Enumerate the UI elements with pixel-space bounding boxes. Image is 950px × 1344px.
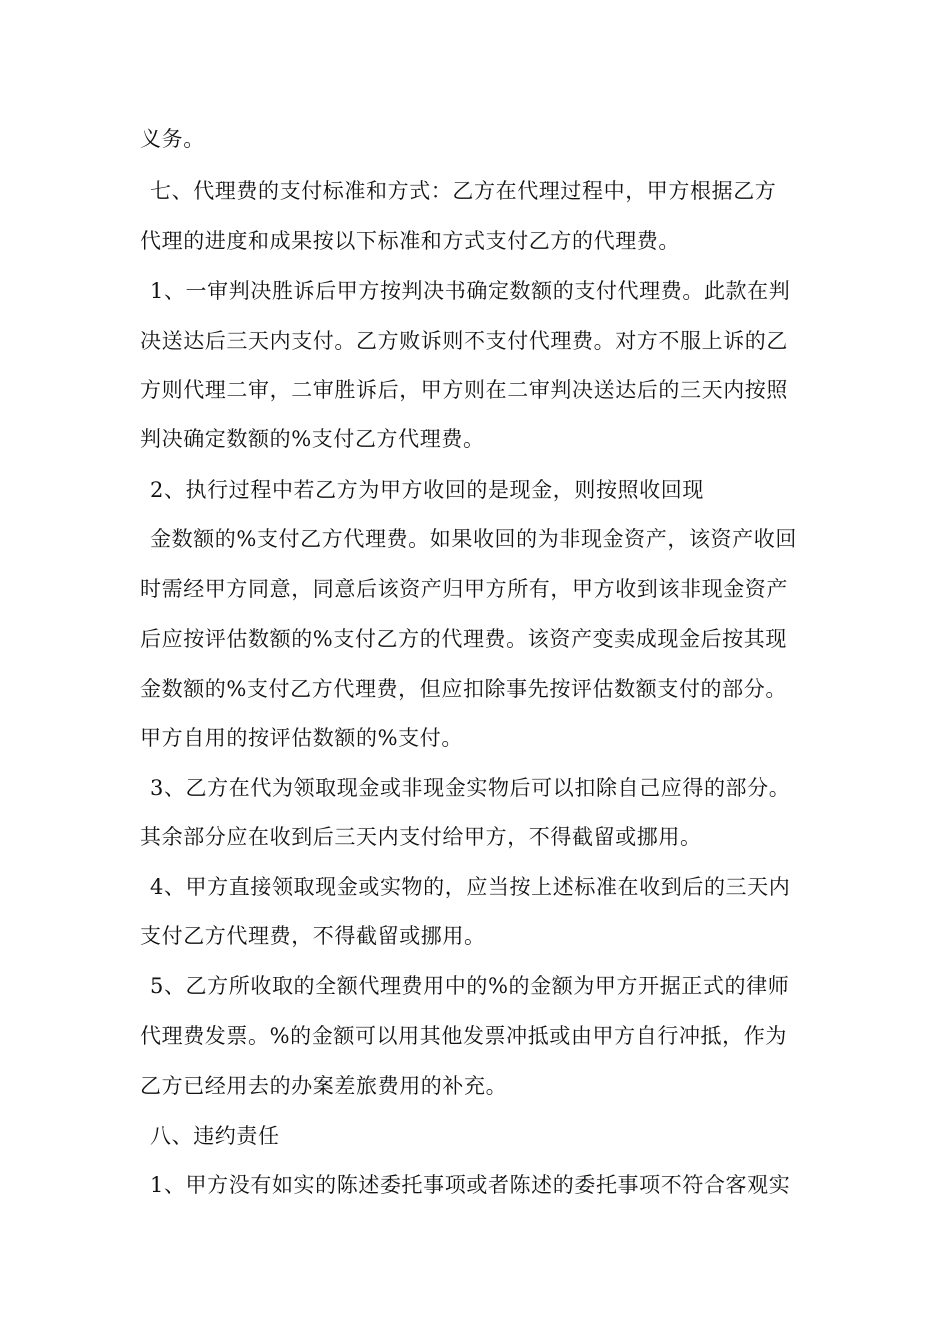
text-line: 代理费发票。%的金额可以用其他发票冲抵或由甲方自行冲抵，作为	[140, 1024, 787, 1048]
text-line: 后应按评估数额的%支付乙方的代理费。该资产变卖成现金后按其现	[140, 627, 787, 651]
clause-3: 3、乙方在代为领取现金或非现金实物后可以扣除自己应得的部分。	[150, 776, 791, 800]
text-line: 乙方已经用去的办案差旅费用的补充。	[140, 1074, 508, 1098]
clause-2: 2、执行过程中若乙方为甲方收回的是现金，则按照收回现	[150, 478, 704, 502]
section-heading-8: 八、违约责任	[150, 1124, 280, 1148]
section-heading-7: 七、代理费的支付标准和方式：乙方在代理过程中，甲方根据乙方	[150, 179, 777, 203]
text-line: 支付乙方代理费，不得截留或挪用。	[140, 924, 486, 948]
clause-1: 1、甲方没有如实的陈述委托事项或者陈述的委托事项不符合客观实	[150, 1173, 791, 1197]
text-line: 甲方自用的按评估数额的%支付。	[140, 726, 463, 750]
text-line: 时需经甲方同意，同意后该资产归甲方所有，甲方收到该非现金资产	[140, 577, 788, 601]
clause-5: 5、乙方所收取的全额代理费用中的%的金额为甲方开据正式的律师	[150, 974, 790, 998]
text-line: 代理的进度和成果按以下标准和方式支付乙方的代理费。	[140, 229, 680, 253]
text-line: 决送达后三天内支付。乙方败诉则不支付代理费。对方不服上诉的乙	[140, 329, 788, 353]
text-line: 方则代理二审，二审胜诉后，甲方则在二审判决送达后的三天内按照	[140, 378, 788, 402]
clause-1: 1、一审判决胜诉后甲方按判决书确定数额的支付代理费。此款在判	[150, 279, 791, 303]
text-line: 其余部分应在收到后三天内支付给甲方，不得截留或挪用。	[140, 825, 702, 849]
text-line: 金数额的%支付乙方代理费，但应扣除事先按评估数额支付的部分。	[140, 677, 787, 701]
clause-4: 4、甲方直接领取现金或实物的，应当按上述标准在收到后的三天内	[150, 875, 791, 899]
text-line: 金数额的%支付乙方代理费。如果收回的为非现金资产，该资产收回	[150, 527, 797, 551]
text-line: 义务。	[140, 127, 205, 151]
text-line: 判决确定数额的%支付乙方代理费。	[140, 427, 485, 451]
